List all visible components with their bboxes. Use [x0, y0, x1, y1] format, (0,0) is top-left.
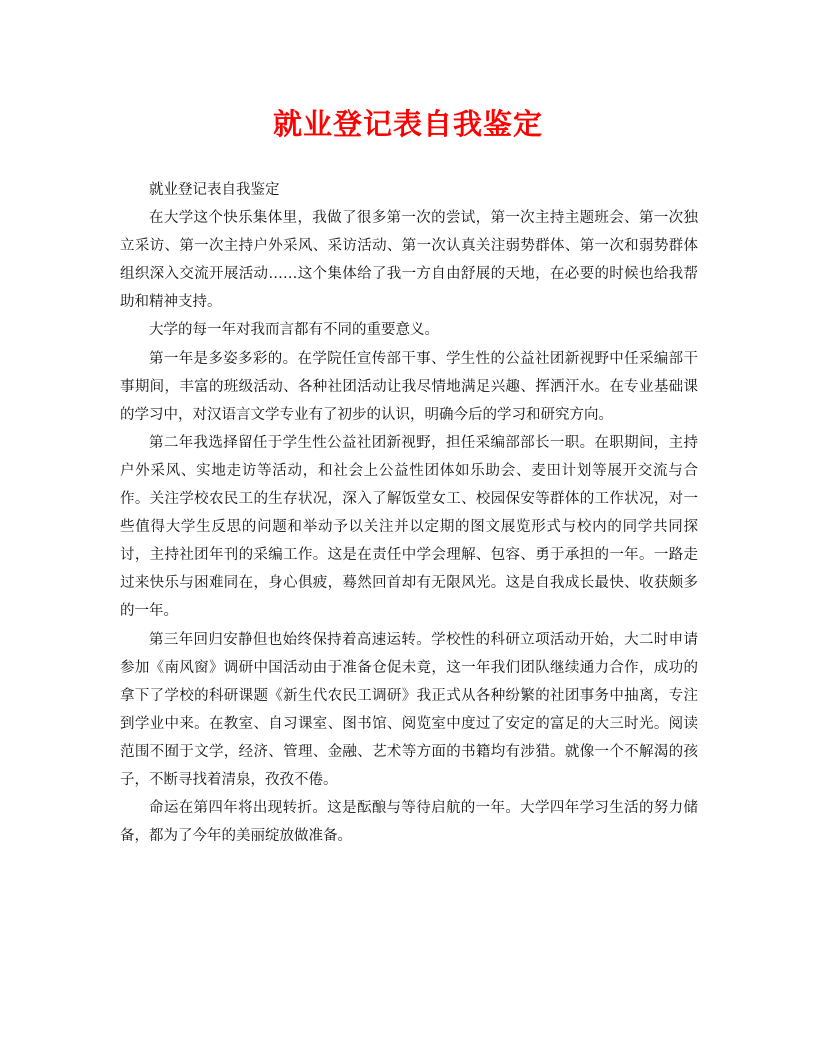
document-title: 就业登记表自我鉴定 [272, 107, 543, 141]
paragraph: 第一年是多姿多彩的。在学院任宣传部干事、学生性的公益社团新视野中任采编部干事期间，丰富的班级活动、各种社团活动让我尽情地满足兴趣、挥洒汗水。在专业基础课的学习中，对汉语言文学专业有了初步的认识，明确今后的学习和研究方向。 [120, 350, 698, 423]
paragraph: 第三年回归安静但也始终保持着高速运转。学校性的科研立项活动开始，大二时申请参加《南风窗》调研中国活动由于准备仓促未竟，这一年我们团队继续通力合作，成功的拿下了学校的科研课题《新生代农民工调研》我正式从各种纷繁的社团事务中抽离，专注到学业中来。在教室、自习课室、图书馆、阅览室中度过了安定的富足的大三时光。阅读范围不囿于文学，经济、管理、金融、艺术等方面的书籍均有涉猎。就像一个不解渴的孩子，不断寻找着清泉，孜孜不倦。 [120, 631, 698, 788]
paragraph: 大学的每一年对我而言都有不同的重要意义。 [149, 322, 439, 339]
paragraph: 就业登记表自我鉴定 [149, 182, 280, 198]
document-body [120, 176, 698, 850]
paragraph: 命运在第四年将出现转折。这是酝酿与等待启航的一年。大学四年学习生活的努力储备，都为了今年的美丽绽放做准备。 [120, 800, 698, 845]
paragraph: 第二年我选择留任于学生性公益社团新视野，担任采编部部长一职。在职期间，主持户外采风、实地走访等活动，和社会上公益性团体如乐助会、麦田计划等展开交流与合作。关注学校农民工的生存状况，深入了解饭堂女工、校园保安等群体的工作状况，对一些值得大学生反思的问题和举动予以关注并以定期的图文展览形式与校内的同学共同探讨，主持社团年刊的采编工作。这是在责任中学会理解、包容、勇于承担的一年。一路走过来快乐与困难同在，身心俱疲，蓦然回首却有无限风光。这是自我成长最快、收获颇多的一年。 [120, 434, 698, 620]
paragraph: 在大学这个快乐集体里，我做了很多第一次的尝试，第一次主持主题班会、第一次独立采访、第一次主持户外采风、采访活动、第一次认真关注弱势群体、第一次和弱势群体组织深入交流开展活动……这个集体给了我一方自由舒展的天地，在必要的时候也给我帮助和精神支持。 [120, 210, 698, 311]
